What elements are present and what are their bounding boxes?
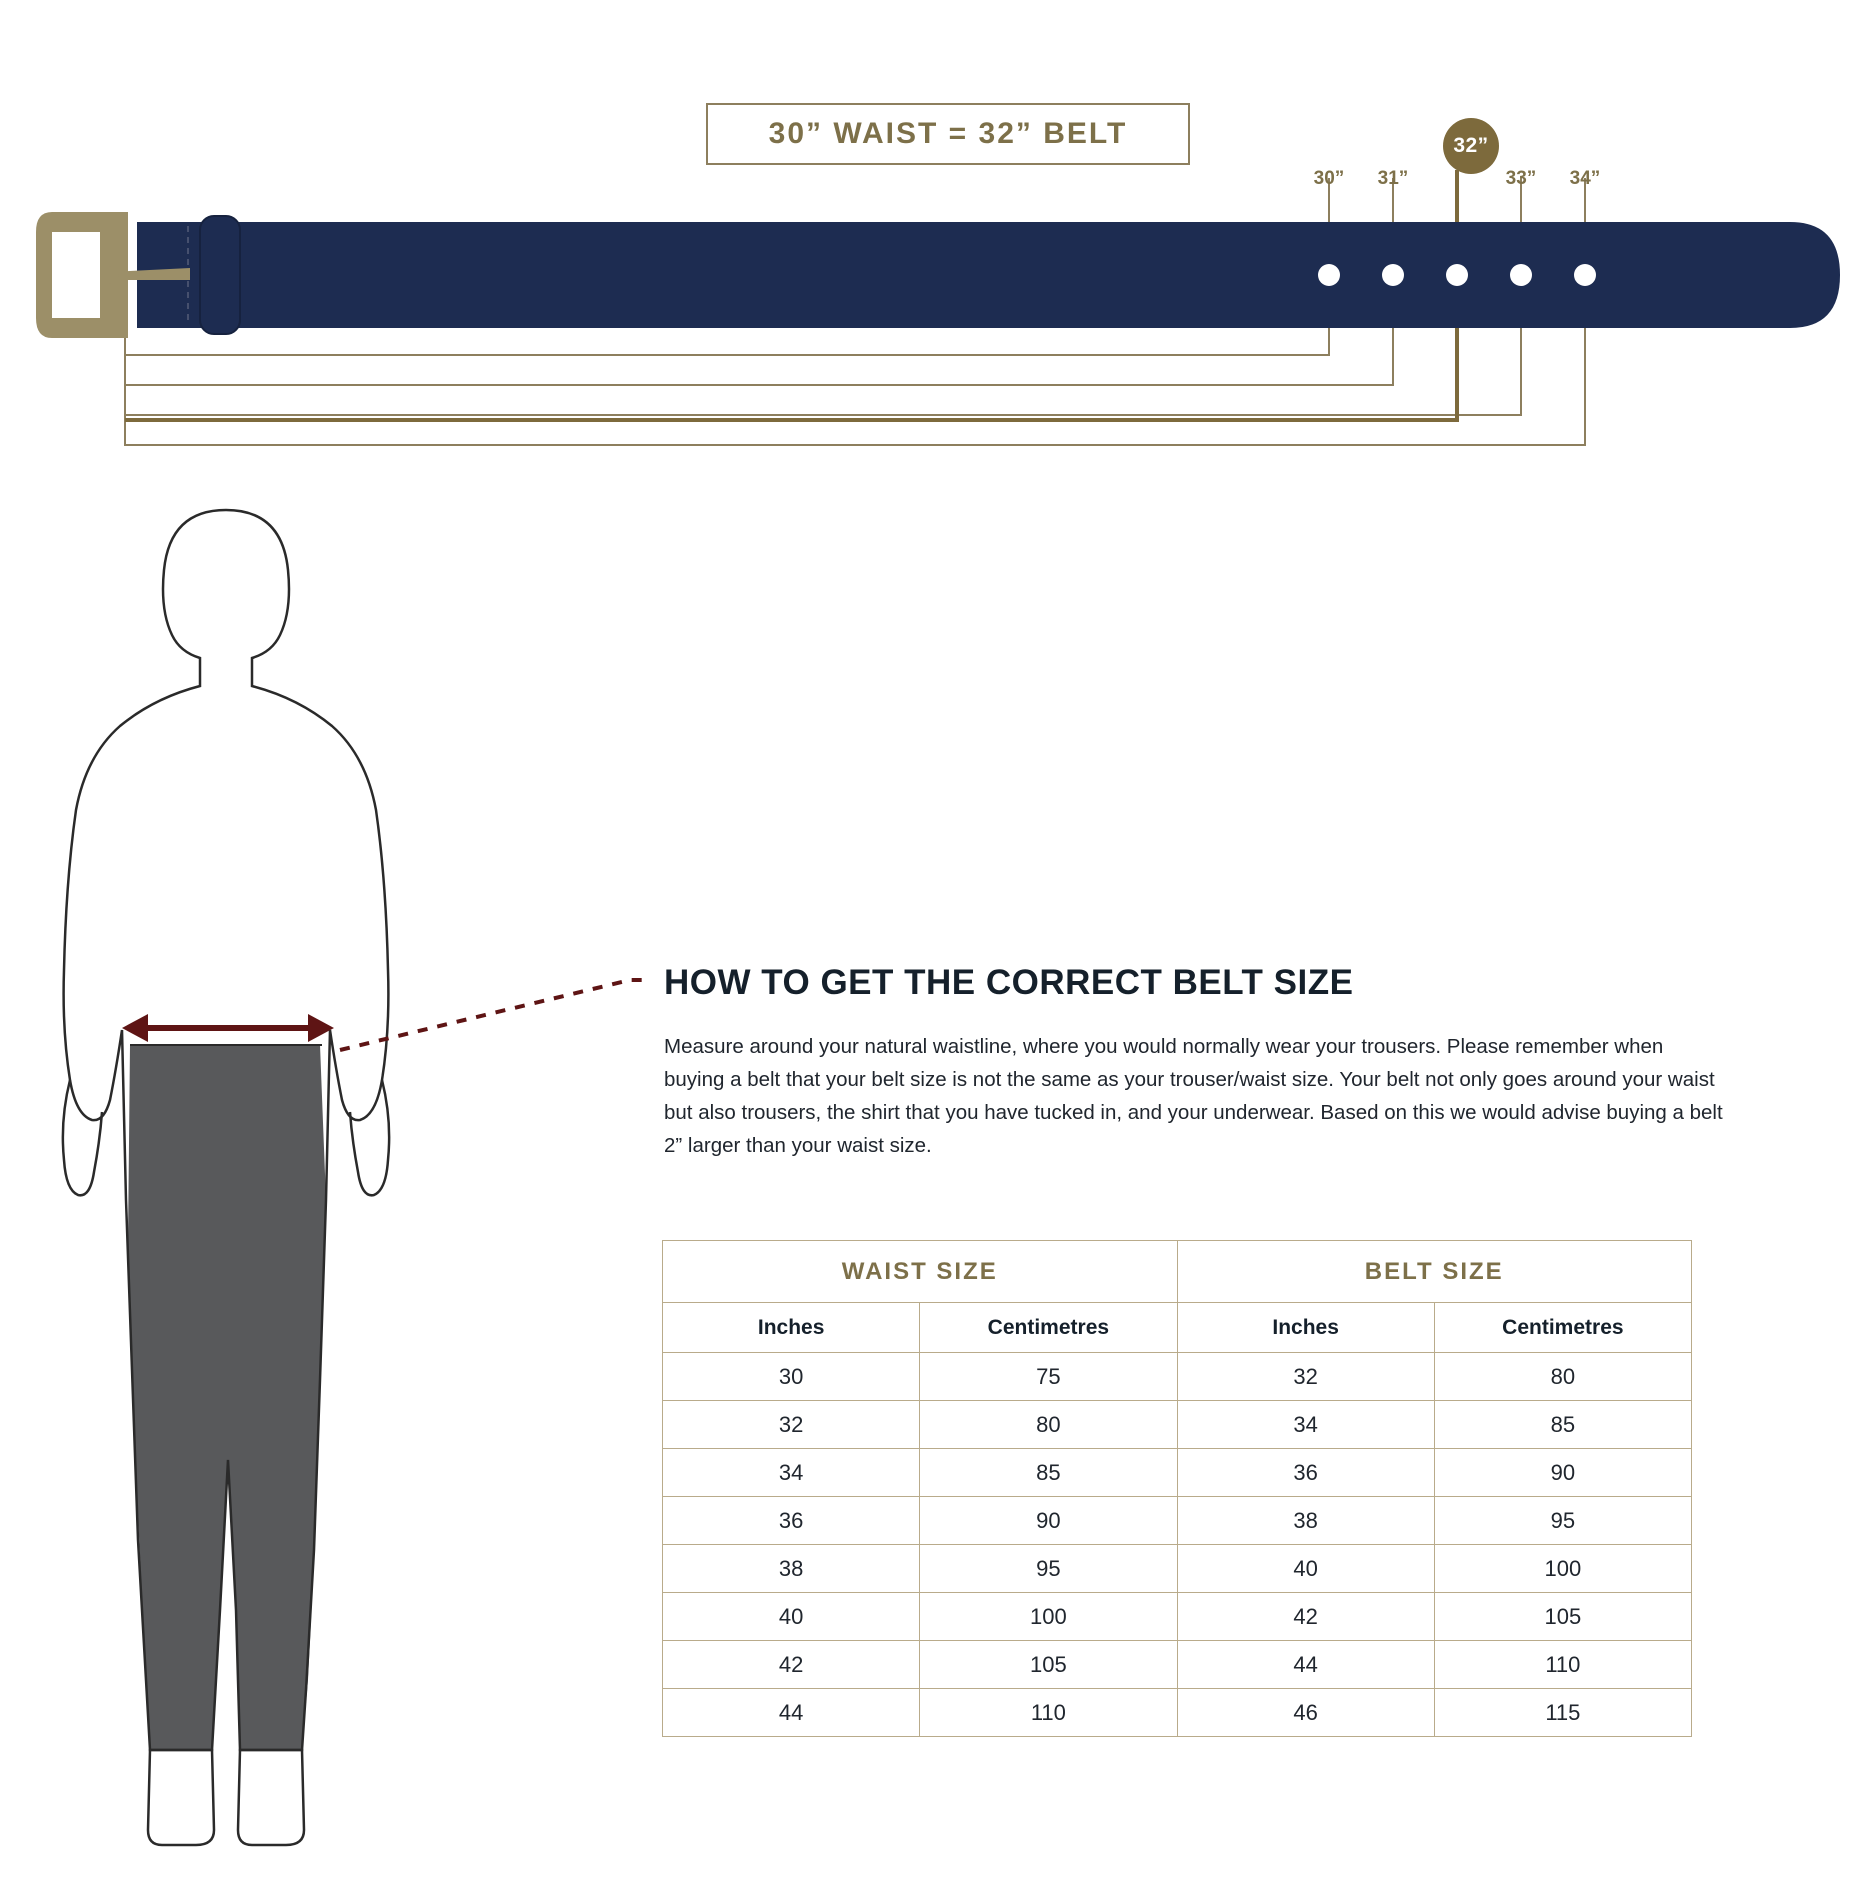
hole-label-34: 34”	[1569, 168, 1601, 189]
waist-belt-callout	[706, 103, 1190, 165]
cell-belt-cm: 90	[1434, 1449, 1691, 1497]
cell-waist-cm: 90	[920, 1497, 1177, 1545]
table-row	[663, 1689, 1692, 1737]
figure-illustration	[30, 500, 450, 1900]
cell-belt-cm: 100	[1434, 1545, 1691, 1593]
instructions-text: Measure around your natural waistline, where you would normally wear your trousers. Please remember when buying a belt that your belt size is not the same as your trouser/waist size. Your belt not only goes around your waist but also trousers, the shirt that you have tucked in, and your underwear. Based on this we would advise buying a belt 2” larger than your waist size.	[664, 1035, 1723, 1157]
waist-belt-callout-text: 30” WAIST = 32” BELT	[768, 117, 1128, 150]
cell-belt-inches: 36	[1177, 1449, 1434, 1497]
cell-waist-cm: 100	[920, 1593, 1177, 1641]
figure-shoes	[148, 1750, 304, 1845]
cell-waist-cm: 110	[920, 1689, 1177, 1737]
cell-belt-cm: 105	[1434, 1593, 1691, 1641]
cell-belt-inches: 44	[1177, 1641, 1434, 1689]
belt-keeper	[200, 216, 240, 334]
cell-waist-inches: 40	[663, 1593, 920, 1641]
cell-waist-inches: 38	[663, 1545, 920, 1593]
table-column-header-row	[663, 1303, 1692, 1353]
hole-label-31: 31”	[1377, 168, 1409, 189]
group-header-belt: BELT SIZE	[1177, 1241, 1692, 1303]
figure-trousers	[128, 1045, 326, 1750]
cell-waist-inches: 32	[663, 1401, 920, 1449]
table-row	[663, 1353, 1692, 1401]
cell-belt-cm: 115	[1434, 1689, 1691, 1737]
column-header-belt-cm: Centimetres	[1434, 1303, 1691, 1353]
cell-waist-cm: 105	[920, 1641, 1177, 1689]
hole-badge-32: 32”	[1443, 118, 1499, 174]
column-header-waist-cm: Centimetres	[920, 1303, 1177, 1353]
cell-waist-cm: 85	[920, 1449, 1177, 1497]
cell-belt-inches: 34	[1177, 1401, 1434, 1449]
cell-belt-inches: 32	[1177, 1353, 1434, 1401]
table-row	[663, 1593, 1692, 1641]
cell-waist-inches: 42	[663, 1641, 920, 1689]
page-title: HOW TO GET THE CORRECT BELT SIZE	[664, 963, 1354, 1002]
cell-waist-cm: 95	[920, 1545, 1177, 1593]
table-row	[663, 1449, 1692, 1497]
belt-illustration	[0, 0, 1874, 500]
cell-waist-inches: 44	[663, 1689, 920, 1737]
cell-waist-cm: 75	[920, 1353, 1177, 1401]
table-row	[663, 1641, 1692, 1689]
table-row	[663, 1545, 1692, 1593]
hole-label-30: 30”	[1313, 168, 1345, 189]
cell-belt-cm: 95	[1434, 1497, 1691, 1545]
cell-belt-inches: 40	[1177, 1545, 1434, 1593]
cell-belt-cm: 80	[1434, 1353, 1691, 1401]
size-chart-table	[662, 1240, 1692, 1737]
cell-waist-inches: 36	[663, 1497, 920, 1545]
cell-waist-cm: 80	[920, 1401, 1177, 1449]
hole-label-33: 33”	[1505, 168, 1537, 189]
cell-belt-inches: 42	[1177, 1593, 1434, 1641]
column-header-belt-inches: Inches	[1177, 1303, 1434, 1353]
cell-belt-cm: 110	[1434, 1641, 1691, 1689]
cell-belt-cm: 85	[1434, 1401, 1691, 1449]
table-group-header-row	[663, 1241, 1692, 1303]
table-row	[663, 1497, 1692, 1545]
cell-belt-inches: 38	[1177, 1497, 1434, 1545]
cell-waist-inches: 34	[663, 1449, 920, 1497]
cell-belt-inches: 46	[1177, 1689, 1434, 1737]
table-row	[663, 1401, 1692, 1449]
group-header-waist: WAIST SIZE	[663, 1241, 1178, 1303]
cell-waist-inches: 30	[663, 1353, 920, 1401]
column-header-waist-inches: Inches	[663, 1303, 920, 1353]
waist-measure-arrow	[122, 1014, 334, 1042]
